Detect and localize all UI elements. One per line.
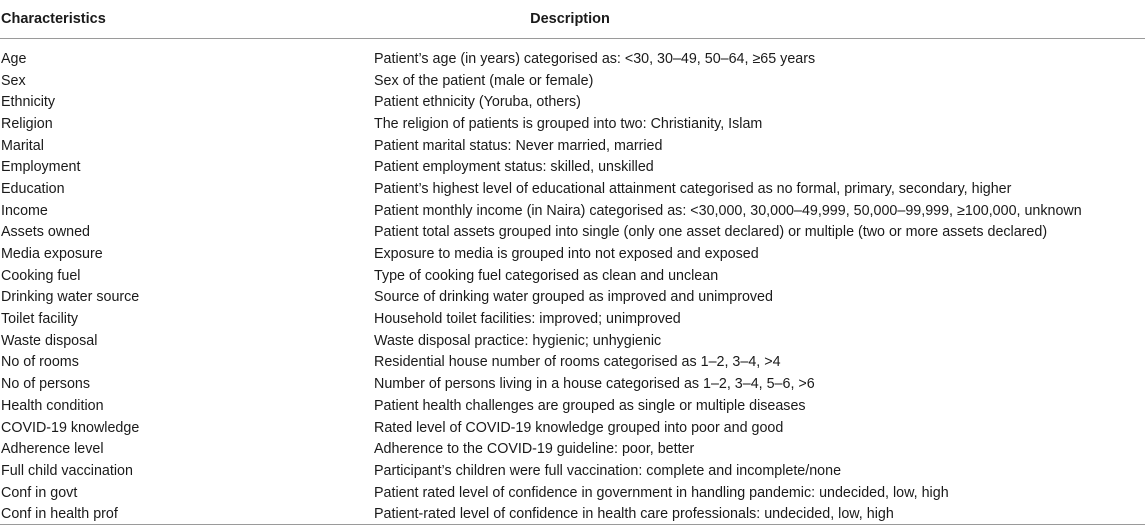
header-characteristics: Characteristics	[1, 11, 106, 27]
characteristic-cell: Adherence level	[1, 441, 104, 458]
table-row	[0, 135, 1145, 157]
description-cell: Adherence to the COVID-19 guideline: poor, better	[374, 441, 695, 458]
table-body	[0, 39, 1145, 525]
description-cell: Residential house number of rooms categorised as 1–2, 3–4, >4	[374, 354, 781, 371]
characteristic-cell: Age	[1, 50, 27, 67]
description-cell: The religion of patients is grouped into two: Christianity, Islam	[374, 115, 763, 132]
characteristic-cell: Toilet facility	[1, 311, 79, 328]
description-cell: Patient’s highest level of educational attainment categorised as no formal, primary, secondary, higher	[374, 180, 1012, 197]
description-cell: Exposure to media is grouped into not exposed and exposed	[374, 246, 759, 263]
table-row	[0, 503, 1145, 525]
table-row	[0, 70, 1145, 92]
table-row	[0, 352, 1145, 374]
description-cell: Patient monthly income (in Naira) categorised as: <30,000, 30,000–49,999, 50,000–99,999, ≥100,000, unknown	[374, 202, 1082, 219]
table-row	[0, 417, 1145, 439]
characteristic-cell: Media exposure	[1, 246, 103, 263]
description-cell: Patient-rated level of confidence in health care professionals: undecided, low, high	[374, 506, 894, 523]
table-row	[0, 91, 1145, 113]
table-row	[0, 243, 1145, 265]
characteristic-cell: Full child vaccination	[1, 462, 133, 479]
description-cell: Rated level of COVID-19 knowledge grouped into poor and good	[374, 419, 784, 436]
table-row	[0, 330, 1145, 352]
characteristic-cell: Employment	[1, 159, 81, 176]
description-cell: Waste disposal practice: hygienic; unhygienic	[374, 332, 662, 349]
description-cell: Patient ethnicity (Yoruba, others)	[374, 94, 581, 111]
description-cell: Patient rated level of confidence in government in handling pandemic: undecided, low, high	[374, 484, 949, 501]
table-row	[0, 438, 1145, 460]
table-row	[0, 156, 1145, 178]
characteristic-cell: Waste disposal	[1, 332, 98, 349]
characteristic-cell: Marital	[1, 137, 44, 154]
characteristic-cell: No of persons	[1, 376, 91, 393]
description-cell: Household toilet facilities: improved; unimproved	[374, 311, 681, 328]
description-cell: Type of cooking fuel categorised as clean and unclean	[374, 267, 719, 284]
table-row	[0, 460, 1145, 482]
description-cell: Patient employment status: skilled, unskilled	[374, 159, 654, 176]
description-cell: Sex of the patient (male or female)	[374, 72, 594, 89]
header-description: Description	[530, 11, 610, 27]
table-row	[0, 222, 1145, 244]
characteristic-cell: Ethnicity	[1, 94, 56, 111]
description-cell: Patient marital status: Never married, married	[374, 137, 663, 154]
description-cell: Number of persons living in a house categorised as 1–2, 3–4, 5–6, >6	[374, 376, 815, 393]
table-row	[0, 113, 1145, 135]
table-row	[0, 287, 1145, 309]
characteristic-cell: Sex	[1, 72, 26, 89]
characteristic-cell: Income	[1, 202, 48, 219]
table-row	[0, 265, 1145, 287]
description-cell: Patient total assets grouped into single (only one asset declared) or multiple (two or more assets declared)	[374, 224, 1048, 241]
table-bottom-rule	[0, 524, 1145, 525]
characteristic-cell: Conf in health prof	[1, 506, 118, 523]
table-row	[0, 200, 1145, 222]
characteristic-cell: No of rooms	[1, 354, 79, 371]
characteristic-cell: Education	[1, 180, 65, 197]
table-row	[0, 395, 1145, 417]
table-row	[0, 48, 1145, 70]
description-cell: Patient’s age (in years) categorised as: <30, 30–49, 50–64, ≥65 years	[374, 50, 816, 67]
characteristic-cell: Assets owned	[1, 224, 91, 241]
characteristic-cell: Religion	[1, 115, 53, 132]
characteristic-cell: Drinking water source	[1, 289, 140, 306]
table-header	[0, 0, 1145, 39]
description-cell: Source of drinking water grouped as improved and unimproved	[374, 289, 773, 306]
characteristic-cell: Cooking fuel	[1, 267, 81, 284]
description-cell: Participant’s children were full vaccination: complete and incomplete/none	[374, 462, 842, 479]
table-row	[0, 178, 1145, 200]
description-cell: Patient health challenges are grouped as single or multiple diseases	[374, 397, 806, 414]
characteristic-cell: Conf in govt	[1, 484, 78, 501]
characteristic-cell: COVID-19 knowledge	[1, 419, 140, 436]
table-row	[0, 482, 1145, 504]
table-row	[0, 308, 1145, 330]
table-row	[0, 373, 1145, 395]
characteristic-cell: Health condition	[1, 397, 104, 414]
